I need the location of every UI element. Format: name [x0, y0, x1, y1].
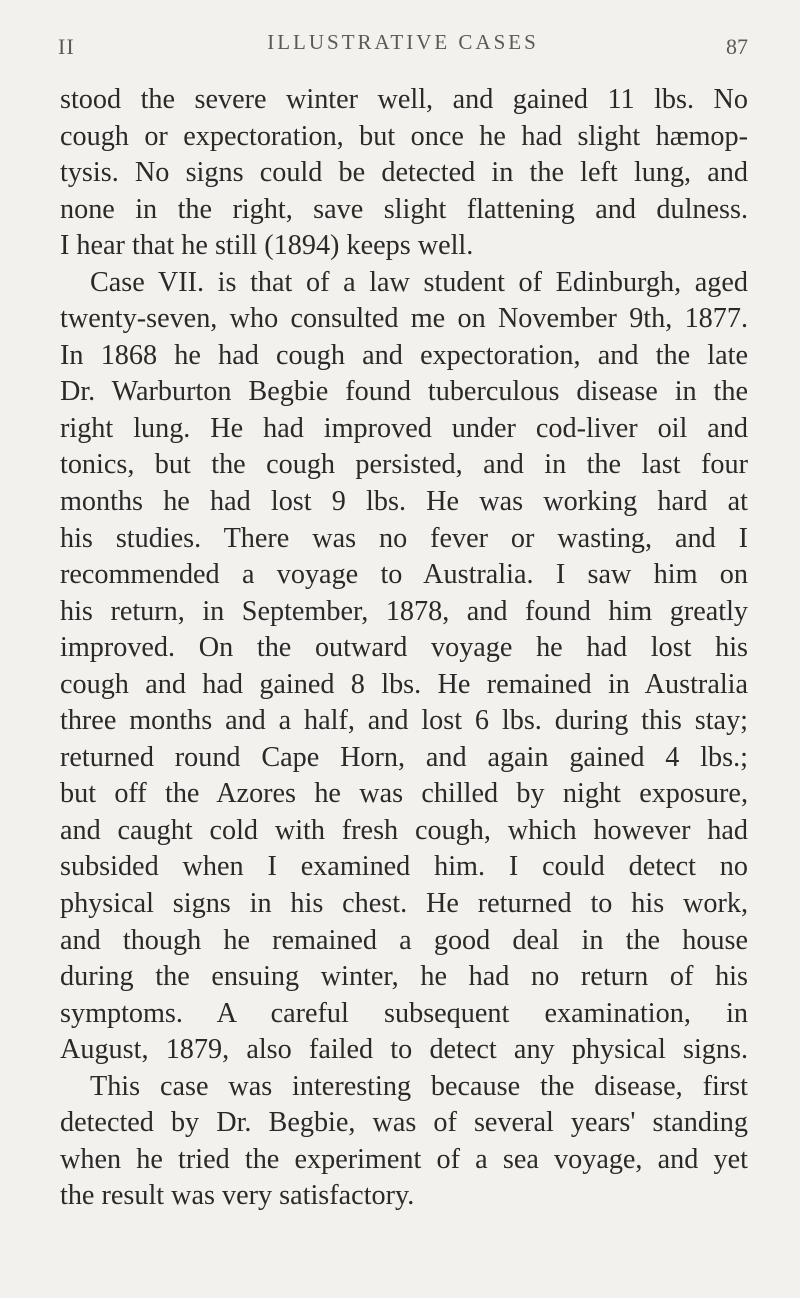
text-line: stood the severe winter well, and gained 11 lbs. No: [60, 84, 748, 115]
text-line: subsided when I examined him. I could detect no: [60, 851, 748, 883]
text-line: cough and had gained 8 lbs. He remained in Australia: [60, 668, 748, 700]
text-line: right lung. He had improved under cod-liver oil and: [60, 412, 748, 444]
text-line: three months and a half, and lost 6 lbs. during this stay;: [60, 705, 748, 737]
text-line: months he had lost 9 lbs. He was working hard at: [60, 486, 748, 518]
text-line: physical signs in his chest. He returned to his work,: [60, 888, 748, 920]
text-line: symptoms. A careful subsequent examination, in: [60, 997, 748, 1029]
text-line: but off the Azores he was chilled by night exposure,: [60, 778, 748, 810]
text-line: Case VII. is that of a law student of Edinburgh, aged: [90, 266, 748, 298]
text-line: This case was interesting because the disease, first: [90, 1070, 748, 1102]
text-line: none in the right, save slight flattening and dulness.: [60, 193, 748, 225]
chapter-number: II: [58, 34, 75, 59]
text-line: his studies. There was no fever or wasting, and I: [60, 522, 748, 554]
text-line: tysis. No signs could be detected in the left lung, and: [60, 157, 748, 189]
text-line: his return, in September, 1878, and found him greatly: [60, 595, 748, 627]
text-line: Dr. Warburton Begbie found tuberculous disease in the: [60, 376, 748, 408]
text-line: and though he remained a good deal in the house: [60, 924, 748, 956]
text-line: returned round Cape Horn, and again gained 4 lbs.;: [60, 741, 748, 773]
text-line: In 1868 he had cough and expectoration, and the late: [60, 339, 748, 371]
running-title: ILLUSTRATIVE CASES: [267, 30, 539, 54]
page-number: 87: [726, 34, 748, 59]
text-line: I hear that he still (1894) keeps well.: [60, 230, 474, 262]
body-text: [60, 82, 748, 1215]
text-line: tonics, but the cough persisted, and in the last four: [60, 449, 748, 481]
text-line: August, 1879, also failed to detect any physical signs.: [60, 1034, 748, 1066]
text-line: recommended a voyage to Australia. I saw him on: [60, 559, 748, 591]
text-line: during the ensuing winter, he had no return of his: [60, 961, 748, 993]
text-line: when he tried the experiment of a sea voyage, and yet: [60, 1143, 748, 1175]
text-line: and caught cold with fresh cough, which however had: [60, 814, 748, 846]
text-line: twenty-seven, who consulted me on November 9th, 1877.: [60, 303, 748, 335]
text-line: the result was very satisfactory.: [60, 1180, 415, 1212]
running-head: [58, 30, 748, 64]
text-line: cough or expectoration, but once he had slight hæmop-: [60, 120, 748, 152]
text-line: detected by Dr. Begbie, was of several years' standing: [60, 1107, 748, 1139]
text-line: improved. On the outward voyage he had lost his: [60, 632, 748, 664]
